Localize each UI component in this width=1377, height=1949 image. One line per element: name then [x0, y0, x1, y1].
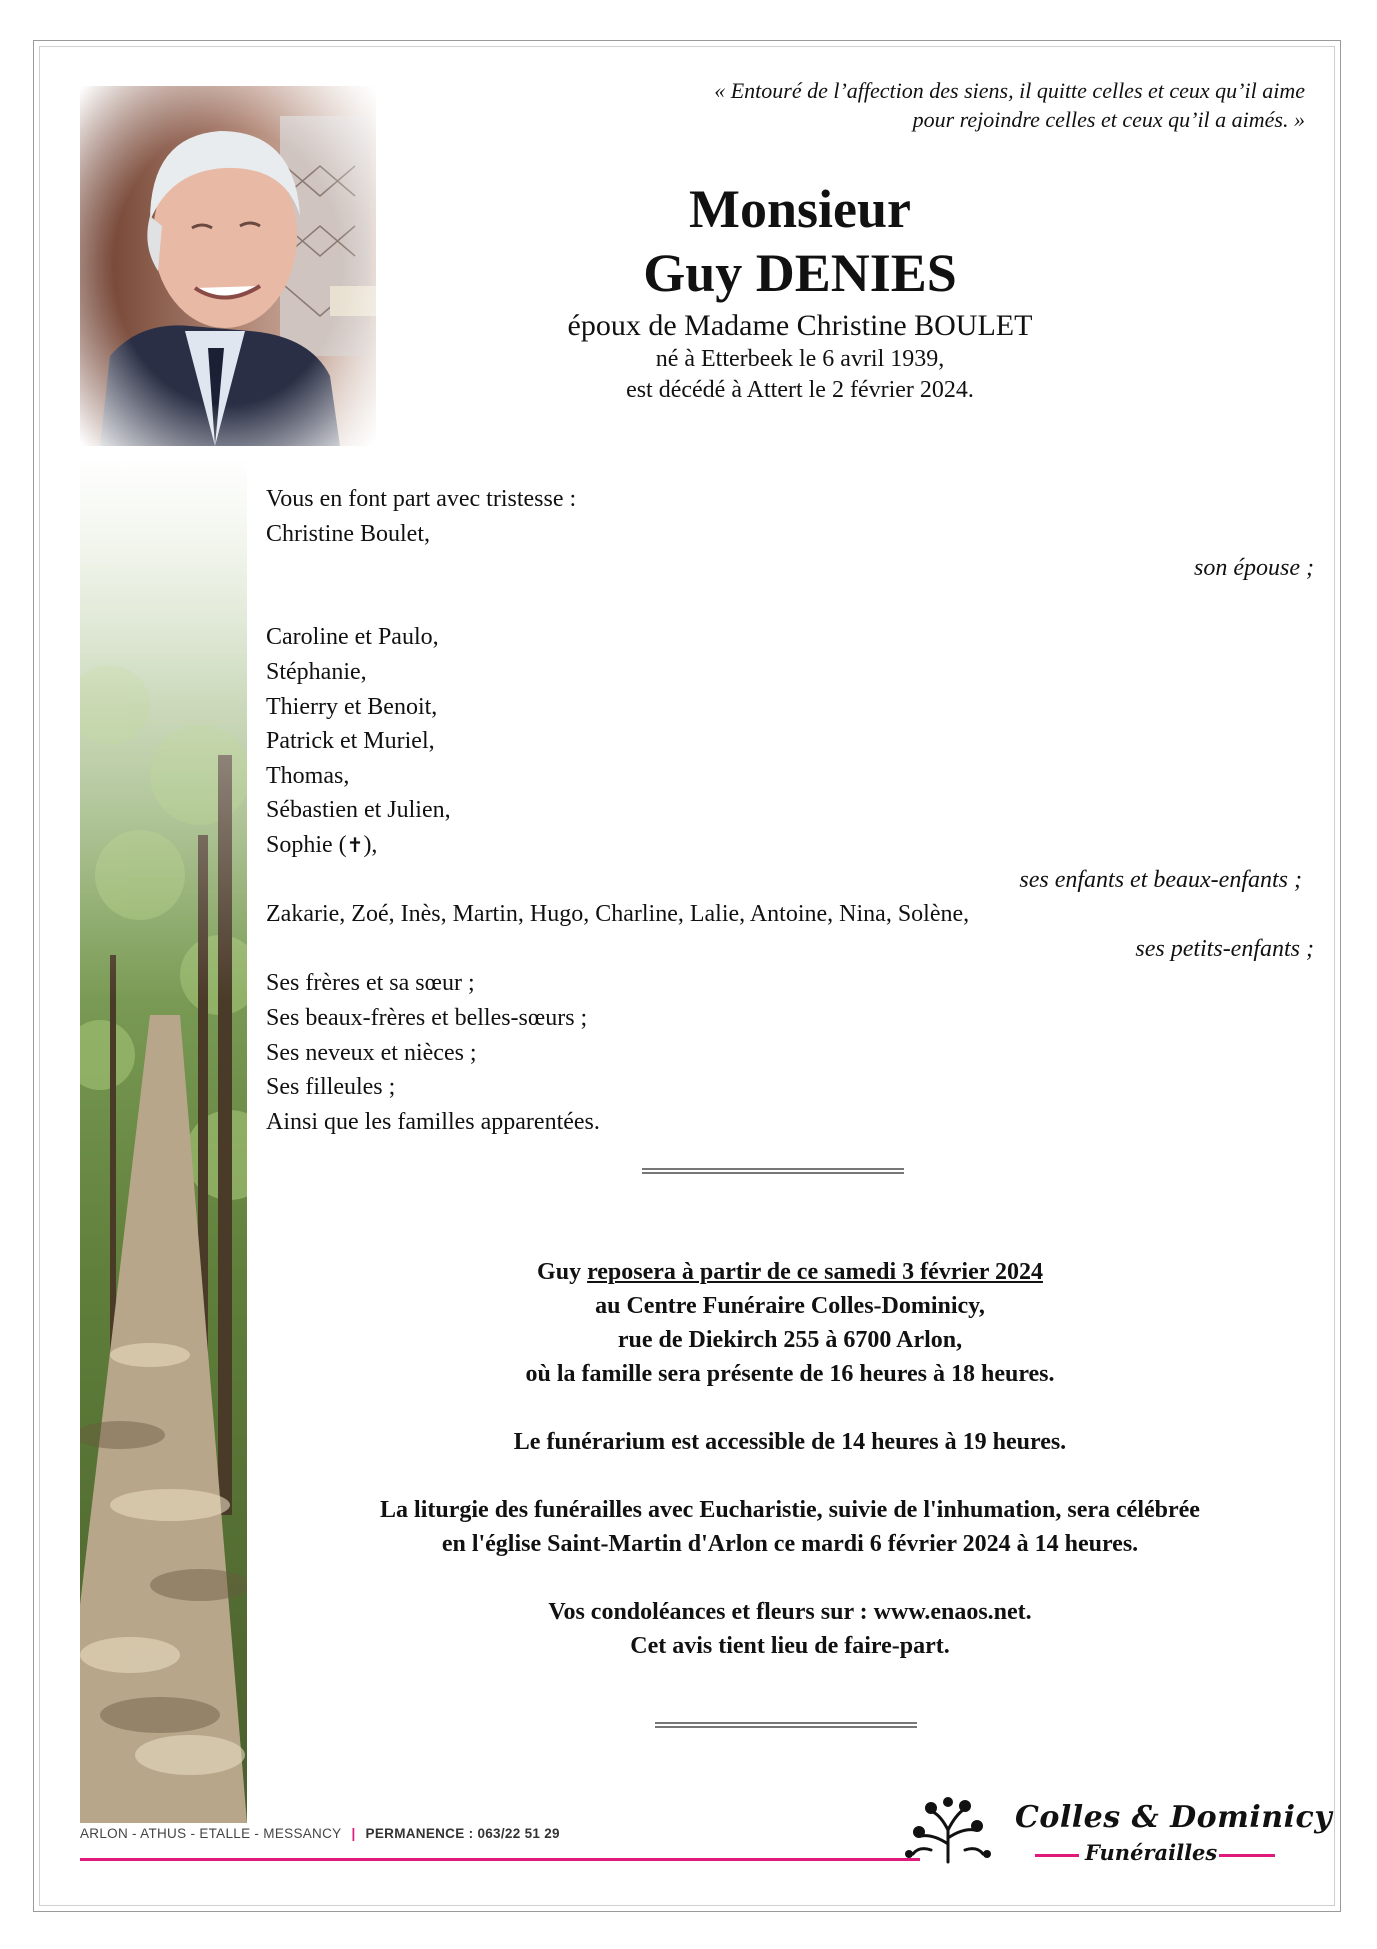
- relatives-entry: Ainsi que les familles apparentées.: [266, 1108, 600, 1135]
- child-name-end: ),: [363, 831, 378, 858]
- quote-line: pour rejoindre celles et ceux qu’il a aimés. »: [912, 107, 1305, 132]
- forest-path-image: [80, 455, 247, 1823]
- liturgy-line: La liturgie des funérailles avec Eucharistie, suivie de l'inhumation, sera célébrée: [380, 1497, 1200, 1523]
- relatives-entry: Ses beaux-frères et belles-sœurs ;: [266, 1004, 588, 1031]
- relatives-entry: Ses filleules ;: [266, 1074, 396, 1101]
- family-announcement: [266, 482, 1314, 1139]
- agency-locations: [80, 1826, 560, 1841]
- notice-line: Cet avis tient lieu de faire-part.: [630, 1633, 950, 1659]
- footer-separator: |: [351, 1826, 356, 1841]
- spouse-line: époux de Madame Christine BOULET: [567, 309, 1033, 342]
- child-entry: Stéphanie,: [266, 658, 367, 685]
- spouse-role: son épouse ;: [1194, 555, 1314, 582]
- grandchildren-list: Zakarie, Zoé, Inès, Martin, Hugo, Charline, Lalie, Antoine, Nina, Solène,: [266, 901, 970, 928]
- deceased-name: Guy DENIES: [643, 243, 957, 303]
- rest-date: reposera à partir de ce samedi 3 février 2024: [587, 1259, 1043, 1285]
- family-presence: où la famille sera présente de 16 heures à 18 heures.: [525, 1361, 1055, 1387]
- funeral-center: au Centre Funéraire Colles-Dominicy,: [595, 1293, 985, 1319]
- brand-subtitle: Funérailles: [1085, 1840, 1218, 1865]
- brand-rule-right: [1219, 1854, 1275, 1857]
- child-entry: Sébastien et Julien,: [266, 797, 451, 824]
- locations-text: ARLON - ATHUS - ETALLE - MESSANCY: [80, 1826, 342, 1841]
- section-divider: [642, 1168, 904, 1174]
- condolences-line: Vos condoléances et fleurs sur : www.enaos.net.: [548, 1599, 1032, 1625]
- rest-line: [270, 1255, 1310, 1289]
- section-divider: [655, 1722, 917, 1728]
- rest-name: Guy: [537, 1259, 588, 1285]
- child-name: Sophie (: [266, 831, 347, 858]
- quote-line: « Entouré de l’affection des siens, il quitte celles et ceux qu’il aime: [714, 78, 1305, 103]
- tree-icon: [893, 1794, 1003, 1864]
- spouse-name: Christine Boulet,: [266, 520, 430, 547]
- child-entry: Caroline et Paulo,: [266, 624, 439, 651]
- relatives-entry: Ses frères et sa sœur ;: [266, 970, 475, 997]
- cross-icon: ✝: [346, 832, 364, 857]
- funeral-home-logo: [885, 1788, 1333, 1880]
- family-intro: Vous en font part avec tristesse :: [266, 486, 577, 512]
- brand-name: Colles & Dominicy: [1015, 1800, 1333, 1835]
- portrait-photo: [80, 86, 376, 446]
- honorific: Monsieur: [689, 179, 911, 239]
- birth-line: né à Etterbeek le 6 avril 1939,: [655, 346, 945, 372]
- child-entry: Thierry et Benoit,: [266, 693, 438, 720]
- funeral-details: [270, 1255, 1310, 1663]
- child-entry: Thomas,: [266, 762, 350, 789]
- permanence-phone: PERMANENCE : 063/22 51 29: [365, 1826, 560, 1841]
- children-role: ses enfants et beaux-enfants ;: [1019, 866, 1302, 893]
- deceased-header: [380, 178, 1220, 406]
- funeral-address: rue de Diekirch 255 à 6700 Arlon,: [617, 1327, 963, 1353]
- liturgy-line: en l'église Saint-Martin d'Arlon ce mardi 6 février 2024 à 14 heures.: [441, 1531, 1139, 1557]
- relatives-entry: Ses neveux et nièces ;: [266, 1039, 477, 1066]
- death-line: est décédé à Attert le 2 février 2024.: [626, 377, 974, 403]
- child-entry-deceased: [266, 828, 1314, 863]
- family-spacer: [266, 586, 1314, 621]
- brand-rule-left: [1035, 1854, 1079, 1857]
- epitaph-quote: [485, 76, 1305, 134]
- child-entry: Patrick et Muriel,: [266, 728, 435, 755]
- footer-accent-line: [80, 1858, 920, 1861]
- grandchildren-role: ses petits-enfants ;: [1135, 935, 1314, 962]
- funerarium-hours: Le funérarium est accessible de 14 heures à 19 heures.: [513, 1429, 1067, 1455]
